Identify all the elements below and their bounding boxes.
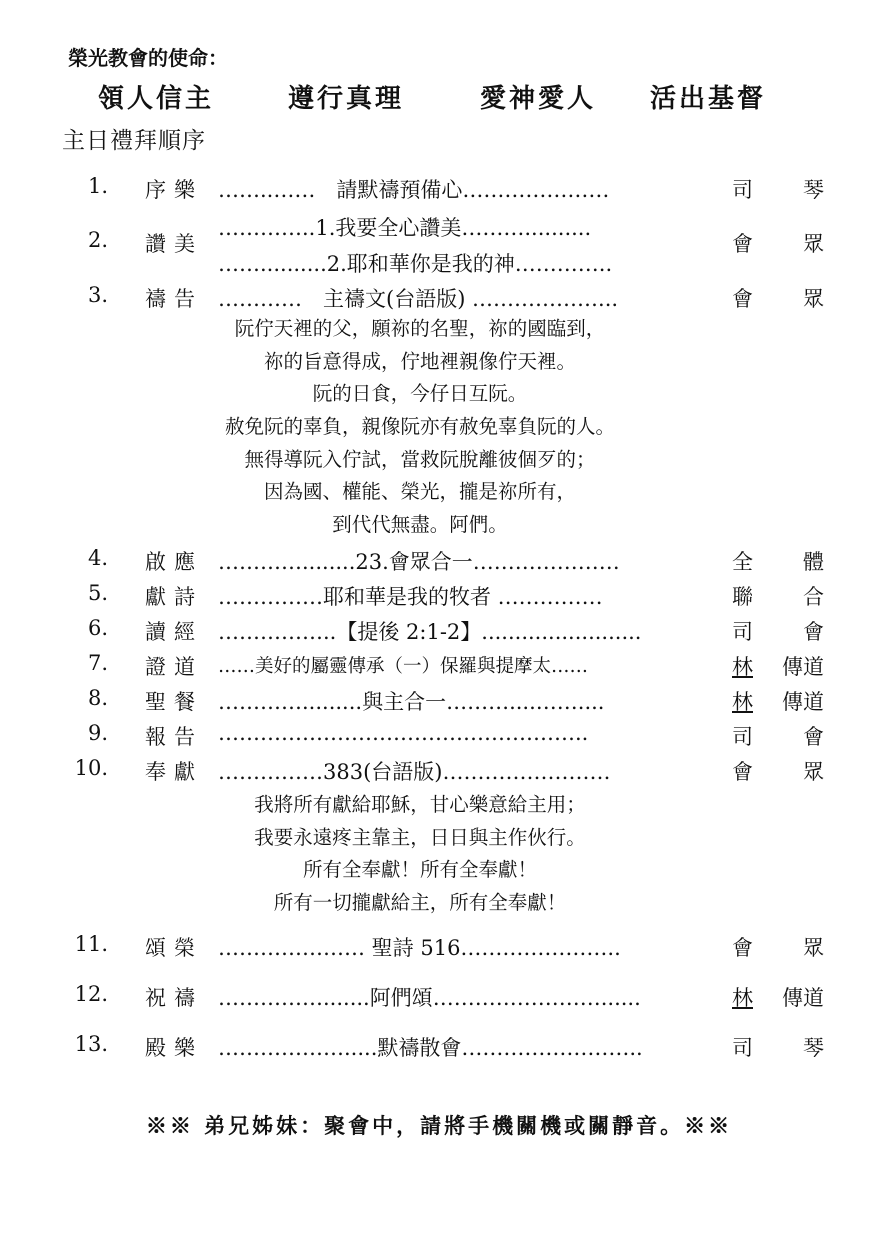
item-leader: 聯 合 bbox=[732, 585, 824, 609]
item-description: ……………耶和華是我的牧者 …………… bbox=[218, 585, 603, 609]
offering-hymn bbox=[185, 789, 655, 920]
item-number: 11. bbox=[74, 932, 108, 956]
hymn-line: 所有一切攏獻給主，所有全奉獻！ bbox=[273, 891, 567, 915]
item-name: 獻詩 bbox=[145, 585, 203, 609]
hymn-line: 所有全奉獻！所有全奉獻！ bbox=[302, 858, 537, 882]
item-description-2: ……..........2.耶和華你是我的神………….. bbox=[218, 252, 613, 276]
item-leader: 林 傳道 bbox=[732, 655, 824, 679]
item-leader: 司 琴 bbox=[732, 1036, 824, 1060]
item-description: …………..1.我要全心讚美……….......... bbox=[218, 216, 592, 240]
item-description: …………………………………………….. bbox=[218, 721, 589, 745]
item-description: …………........23.會眾合一………………… bbox=[218, 550, 620, 574]
item-number: 6. bbox=[87, 616, 108, 640]
item-name: 聖餐 bbox=[145, 690, 203, 714]
mission-slogans bbox=[98, 78, 766, 115]
item-leader: 司 琴 bbox=[732, 178, 824, 202]
item-leader: 會 眾 bbox=[732, 232, 824, 256]
item-description: ……………383(台語版)…………………… bbox=[218, 760, 611, 784]
item-number: 12. bbox=[74, 982, 108, 1006]
prayer-line: 祢的旨意得成，佇地裡親像佇天裡。 bbox=[263, 349, 576, 373]
slogan-1: 領人信主 bbox=[98, 84, 215, 114]
prayer-line: 無得導阮入佇試，當救阮脫離彼個歹的； bbox=[244, 447, 596, 471]
item-number: 13. bbox=[74, 1032, 108, 1056]
item-name: 證道 bbox=[145, 655, 203, 679]
item-description: …………….......阿們頌……………………...... bbox=[218, 986, 641, 1010]
item-leader: 林 傳道 bbox=[732, 986, 824, 1010]
slogan-2: 遵行真理 bbox=[288, 84, 405, 114]
item-name: 讀經 bbox=[145, 620, 203, 644]
item-leader: 會 眾 bbox=[732, 287, 824, 311]
item-number: 1. bbox=[87, 174, 108, 198]
slogan-4: 活出基督 bbox=[650, 84, 767, 114]
item-number: 8. bbox=[87, 686, 108, 710]
mission-label: 榮光教會的使命： bbox=[68, 46, 228, 70]
prayer-line: 赦免阮的辜負，親像阮亦有赦免辜負阮的人。 bbox=[224, 415, 615, 439]
slogan-3: 愛神愛人 bbox=[480, 84, 597, 114]
item-name: 祝禱 bbox=[145, 986, 203, 1010]
item-description: ……美好的屬靈傳承（一）保羅與提摩太…… bbox=[218, 656, 589, 677]
item-name: 頌榮 bbox=[145, 936, 203, 960]
item-leader: 會 眾 bbox=[732, 936, 824, 960]
item-description: ……………..【提後 2:1-2】........................ bbox=[218, 620, 642, 644]
item-number: 10. bbox=[74, 756, 108, 780]
prayer-line: 到代代無盡。阿們。 bbox=[332, 513, 508, 537]
item-name: 奉獻 bbox=[145, 760, 203, 784]
item-description: ………….........與主合一………....…….... bbox=[218, 690, 605, 714]
item-description: ……..…… 請默禱預備心………………… bbox=[218, 178, 610, 202]
item-leader: 司 會 bbox=[732, 725, 824, 749]
item-name: 殿樂 bbox=[145, 1036, 203, 1060]
item-number: 7. bbox=[87, 651, 108, 675]
item-name: 報告 bbox=[145, 725, 203, 749]
hymn-line: 我要永遠疼主靠主，日日與主作伙行。 bbox=[254, 825, 586, 849]
item-number: 4. bbox=[87, 546, 108, 570]
item-name: 讚美 bbox=[145, 232, 203, 256]
lords-prayer bbox=[185, 313, 655, 542]
order-title: 主日禮拜順序 bbox=[62, 128, 206, 154]
item-number: 9. bbox=[87, 721, 108, 745]
item-number: 5. bbox=[87, 581, 108, 605]
item-leader: 全 體 bbox=[732, 550, 824, 574]
item-description: ………………… 聖詩 516………………….. bbox=[218, 936, 621, 960]
item-leader: 會 眾 bbox=[732, 760, 824, 784]
hymn-line: 我將所有獻給耶穌，甘心樂意給主用； bbox=[254, 793, 586, 816]
item-name: 禱告 bbox=[145, 287, 203, 311]
item-leader: 林 傳道 bbox=[732, 690, 824, 714]
phone-notice: ※※ 弟兄姊妹：聚會中，請將手機關機或關靜音。※※ bbox=[145, 1113, 733, 1138]
prayer-line: 阮的日食，今仔日互阮。 bbox=[312, 382, 528, 406]
item-description: ……………….....默禱散會…………………….. bbox=[218, 1036, 643, 1060]
item-description: ………… 主禱文(台語版) ………………... bbox=[218, 287, 619, 311]
item-name: 啟應 bbox=[145, 550, 203, 574]
item-number: 2. bbox=[87, 228, 108, 252]
item-leader: 司 會 bbox=[732, 620, 824, 644]
item-name: 序樂 bbox=[145, 178, 203, 202]
prayer-line: 阮佇天裡的父，願祢的名聖，祢的國臨到， bbox=[234, 317, 606, 340]
item-number: 3. bbox=[87, 283, 108, 307]
prayer-line: 因為國、權能、榮光，攏是祢所有， bbox=[263, 480, 576, 504]
